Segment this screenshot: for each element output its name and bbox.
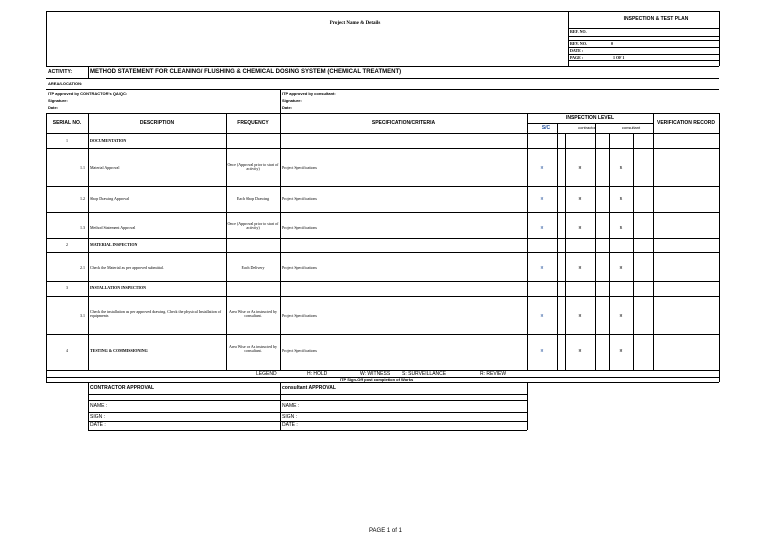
row-1-1-sc: H bbox=[540, 165, 544, 170]
row-1-3-spec: Project Specifications bbox=[282, 225, 317, 230]
col-description-header: DESCRIPTION bbox=[139, 120, 175, 126]
row-2-serial: 2 bbox=[66, 242, 68, 247]
row-4-consultant: H bbox=[619, 348, 623, 353]
legend-review: R: REVIEW bbox=[480, 371, 507, 377]
col-frequency-header: FREQUENCY bbox=[237, 120, 269, 126]
page-label: PAGE : bbox=[570, 55, 584, 60]
area-location-label: AREA/LOCATION: bbox=[48, 81, 83, 86]
col-sc-header: S/C bbox=[541, 125, 551, 131]
legend-witness: W: WITNESS bbox=[360, 371, 391, 377]
contractor-date-label: Date: bbox=[48, 105, 59, 110]
row-2-1-serial: 2.1 bbox=[80, 265, 85, 270]
contractor-itp-approval: ITP approved by CONTRACTOR's QA/QC: bbox=[48, 91, 128, 96]
row-2-1-spec: Project Specifications bbox=[282, 265, 317, 270]
row-3-1-serial: 3.1 bbox=[80, 313, 85, 318]
row-3-1-sc: H bbox=[540, 313, 544, 318]
row-2-1-description: Check the Material as per approved submittal. bbox=[90, 265, 164, 270]
legend-surveillance: S: SURVEILLANCE bbox=[402, 371, 447, 377]
header-top-border bbox=[46, 11, 719, 12]
header-divider bbox=[568, 11, 569, 66]
signoff-label: ITP Sign-Off post completion of Works bbox=[340, 377, 414, 382]
header-left-border bbox=[46, 11, 47, 66]
consultant-name-label: NAME : bbox=[282, 403, 300, 409]
date-label: DATE : bbox=[570, 48, 584, 53]
row-4-serial: 4 bbox=[66, 348, 68, 353]
row-3-description: INSTALLATION INSPECTION bbox=[90, 285, 146, 290]
activity-label: ACTIVITY: bbox=[48, 69, 73, 75]
row-4-description: TESTING & COMMISSIONING bbox=[90, 348, 148, 353]
header-right-border bbox=[719, 11, 720, 66]
row-1-2-contractor: H bbox=[578, 196, 582, 201]
contractor-sign-label: SIGN : bbox=[90, 414, 106, 420]
row-1-1-description: Material Approval bbox=[90, 165, 120, 170]
row-1-1-frequency: Once (Approval prior to start of activity) bbox=[227, 162, 279, 172]
page-value: 1 OF 1 bbox=[613, 55, 625, 60]
activity-value: METHOD STATEMENT FOR CLEANING/ FLUSHING & CHEMICAL DOSING SYSTEM (CHEMICAL TREATMENT) bbox=[90, 69, 402, 75]
rev-no-label: REV. NO. bbox=[570, 41, 587, 46]
row-3-1-frequency: Area Wise or As instructed by consultant. bbox=[228, 309, 278, 319]
contractor-date-sign-label: DATE : bbox=[90, 422, 106, 428]
col-contractor-header: contractor bbox=[578, 125, 596, 130]
row-1-serial: 1 bbox=[66, 138, 68, 143]
page-footer: PAGE 1 of 1 bbox=[369, 528, 402, 534]
consultant-date-sign-label: DATE : bbox=[282, 422, 298, 428]
col-spec-header: SPECIFICATION/CRITERIA bbox=[371, 120, 436, 126]
row-1-3-sc: H bbox=[540, 225, 544, 230]
project-name: Project Name & Details bbox=[329, 21, 381, 26]
row-2-1-contractor: H bbox=[578, 265, 582, 270]
row-1-2-consultant: R bbox=[619, 196, 623, 201]
row-1-2-serial: 1.2 bbox=[80, 196, 85, 201]
plan-title: INSPECTION & TEST PLAN bbox=[623, 16, 689, 22]
consultant-itp-approval: ITP approved by consultant: bbox=[282, 91, 336, 96]
row-1-1-consultant: R bbox=[619, 165, 623, 170]
rev-no-value: 0 bbox=[611, 41, 613, 46]
row-4-sc: H bbox=[540, 348, 544, 353]
row-1-2-frequency: Each Shop Drawing bbox=[236, 196, 270, 201]
col-inspection-level-header: INSPECTION LEVEL bbox=[565, 115, 615, 121]
legend-hold: H: HOLD bbox=[307, 371, 328, 377]
row-4-contractor: H bbox=[578, 348, 582, 353]
row-1-3-description: Method Statement Approval bbox=[90, 225, 136, 230]
row-3-1-consultant: H bbox=[619, 313, 623, 318]
legend-label: LEGEND bbox=[256, 371, 277, 377]
contractor-name-label: NAME : bbox=[90, 403, 108, 409]
row-3-serial: 3 bbox=[66, 285, 68, 290]
row-1-1-spec: Project Specifications bbox=[282, 165, 317, 170]
row-1-3-consultant: R bbox=[619, 225, 623, 230]
row-1-3-frequency: Once (Approval prior to start of activity) bbox=[227, 221, 279, 231]
row-4-spec: Project Specifications bbox=[282, 348, 317, 353]
row-1-3-serial: 1.3 bbox=[80, 225, 85, 230]
col-verification-header: VERIFICATION RECORD bbox=[657, 120, 715, 126]
consultant-signature-label: Signature: bbox=[282, 98, 302, 103]
row-1-2-spec: Project Specifications bbox=[282, 196, 317, 201]
row-2-1-sc: H bbox=[540, 265, 544, 270]
row-3-1-spec: Project Specifications bbox=[282, 313, 317, 318]
row-1-1-serial: 1.1 bbox=[80, 165, 85, 170]
row-2-description: MATERIAL INSPECTION bbox=[90, 242, 138, 247]
row-1-3-contractor: H bbox=[578, 225, 582, 230]
col-consultant-header: consultant bbox=[621, 125, 641, 130]
consultant-approval-title: consultant APPROVAL bbox=[282, 385, 336, 391]
row-4-frequency: Area Wise or As instructed by consultant. bbox=[228, 344, 278, 354]
col-serial-header: SERIAL NO. bbox=[52, 120, 82, 126]
row-2-1-consultant: H bbox=[619, 265, 623, 270]
row-1-2-sc: H bbox=[540, 196, 544, 201]
consultant-date-label: Date: bbox=[282, 105, 293, 110]
row-3-1-description: Check the installation as per approved drawing. Check the physical Installation of equipments bbox=[90, 309, 222, 319]
row-3-1-contractor: H bbox=[578, 313, 582, 318]
row-1-1-contractor: H bbox=[578, 165, 582, 170]
contractor-signature-label: Signature: bbox=[48, 98, 68, 103]
consultant-sign-label: SIGN : bbox=[282, 414, 298, 420]
contractor-approval-title: CONTRACTOR APPROVAL bbox=[90, 385, 155, 391]
row-2-1-frequency: Each Delivery bbox=[241, 265, 265, 270]
ref-no-label: REF. NO. bbox=[570, 29, 587, 34]
row-1-description: DOCUMENTATION bbox=[90, 138, 127, 143]
row-1-2-description: Shop Drawing Approval bbox=[90, 196, 130, 201]
